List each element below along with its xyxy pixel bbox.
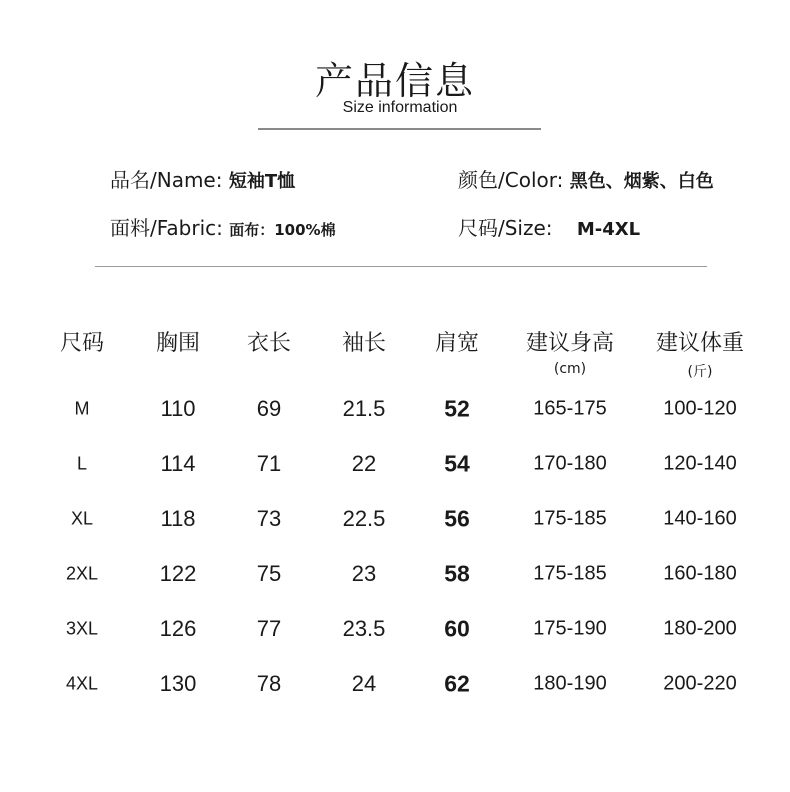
table-cell-sleeve: 24 xyxy=(351,671,377,696)
table-cell-chest: 110 xyxy=(160,396,196,421)
page-subtitle: Size information xyxy=(342,99,458,116)
table-cell-height: 170-180 xyxy=(533,452,607,475)
product-fabric-row xyxy=(110,212,336,241)
table-cell-shoulder: 56 xyxy=(444,505,470,532)
product-name-label: 品名/Name: xyxy=(110,168,223,192)
section-divider xyxy=(95,266,707,267)
table-cell-shoulder: 58 xyxy=(444,560,470,587)
table-cell-weight: 100-120 xyxy=(663,397,737,420)
table-cell-sleeve: 22 xyxy=(351,451,377,476)
table-cell-length: 73 xyxy=(256,506,282,531)
column-header-size xyxy=(60,326,104,357)
table-cell-chest: 126 xyxy=(159,616,197,641)
table-cell-shoulder: 54 xyxy=(444,450,470,477)
table-cell-sleeve: 22.5 xyxy=(342,506,386,531)
table-cell-chest: 122 xyxy=(159,561,197,586)
table-cell-size: 3XL xyxy=(65,618,99,639)
table-cell-height: 175-185 xyxy=(533,562,607,585)
product-color-label: 颜色/Color: xyxy=(458,168,564,192)
table-cell-length: 78 xyxy=(256,671,282,696)
column-header-label: 建议身高 xyxy=(525,331,615,356)
product-color-value: 黑色、烟紫、白色 xyxy=(569,171,714,192)
product-name-row xyxy=(110,164,295,193)
product-size-value: M-4XL xyxy=(576,219,641,240)
table-cell-length: 71 xyxy=(256,451,282,476)
table-cell-length: 75 xyxy=(256,561,282,586)
column-header-label: 胸围 xyxy=(155,331,201,356)
table-cell-height: 165-175 xyxy=(533,397,607,420)
table-cell-height: 175-185 xyxy=(533,507,607,530)
table-cell-shoulder: 60 xyxy=(444,615,470,642)
table-cell-height: 180-190 xyxy=(533,672,607,695)
table-cell-size: M xyxy=(74,398,90,419)
column-header-label: 尺码 xyxy=(59,331,105,356)
column-header-height xyxy=(526,326,614,377)
page-title: 产品信息 xyxy=(314,59,475,103)
table-cell-sleeve: 23 xyxy=(351,561,377,586)
table-cell-length: 77 xyxy=(256,616,282,641)
table-cell-size: 4XL xyxy=(65,673,99,694)
column-header-shoulder xyxy=(435,326,479,357)
column-header-length xyxy=(247,326,291,357)
table-cell-size: L xyxy=(76,453,88,474)
column-header-unit: (cm) xyxy=(553,361,587,377)
table-cell-weight: 180-200 xyxy=(663,617,737,640)
table-cell-chest: 114 xyxy=(160,451,196,476)
table-cell-sleeve: 21.5 xyxy=(342,396,386,421)
table-cell-height: 175-190 xyxy=(533,617,607,640)
table-cell-size: XL xyxy=(70,508,94,529)
table-cell-weight: 160-180 xyxy=(663,562,737,585)
product-name-value: 短袖T恤 xyxy=(228,171,296,192)
product-size-row xyxy=(458,212,640,241)
table-cell-weight: 120-140 xyxy=(663,452,737,475)
column-header-unit: (斤) xyxy=(687,364,713,380)
table-cell-length: 69 xyxy=(256,396,282,421)
column-header-weight xyxy=(656,326,744,381)
column-header-label: 衣长 xyxy=(246,331,292,356)
table-cell-chest: 118 xyxy=(160,506,196,531)
product-fabric-label: 面料/Fabric: xyxy=(110,216,223,240)
table-cell-chest: 130 xyxy=(159,671,197,696)
table-cell-shoulder: 62 xyxy=(444,670,470,697)
table-cell-shoulder: 52 xyxy=(444,395,470,422)
table-cell-size: 2XL xyxy=(65,563,99,584)
table-cell-sleeve: 23.5 xyxy=(342,616,386,641)
column-header-label: 建议体重 xyxy=(655,331,745,356)
product-size-label: 尺码/Size: xyxy=(458,216,553,240)
table-cell-weight: 200-220 xyxy=(663,672,737,695)
column-header-label: 肩宽 xyxy=(434,331,480,356)
product-fabric-value: 面布：100%棉 xyxy=(229,221,336,239)
table-cell-weight: 140-160 xyxy=(663,507,737,530)
column-header-sleeve xyxy=(342,326,386,357)
column-header-chest xyxy=(156,326,200,357)
product-color-row xyxy=(458,164,714,193)
column-header-label: 袖长 xyxy=(341,331,387,356)
title-divider xyxy=(258,128,541,130)
